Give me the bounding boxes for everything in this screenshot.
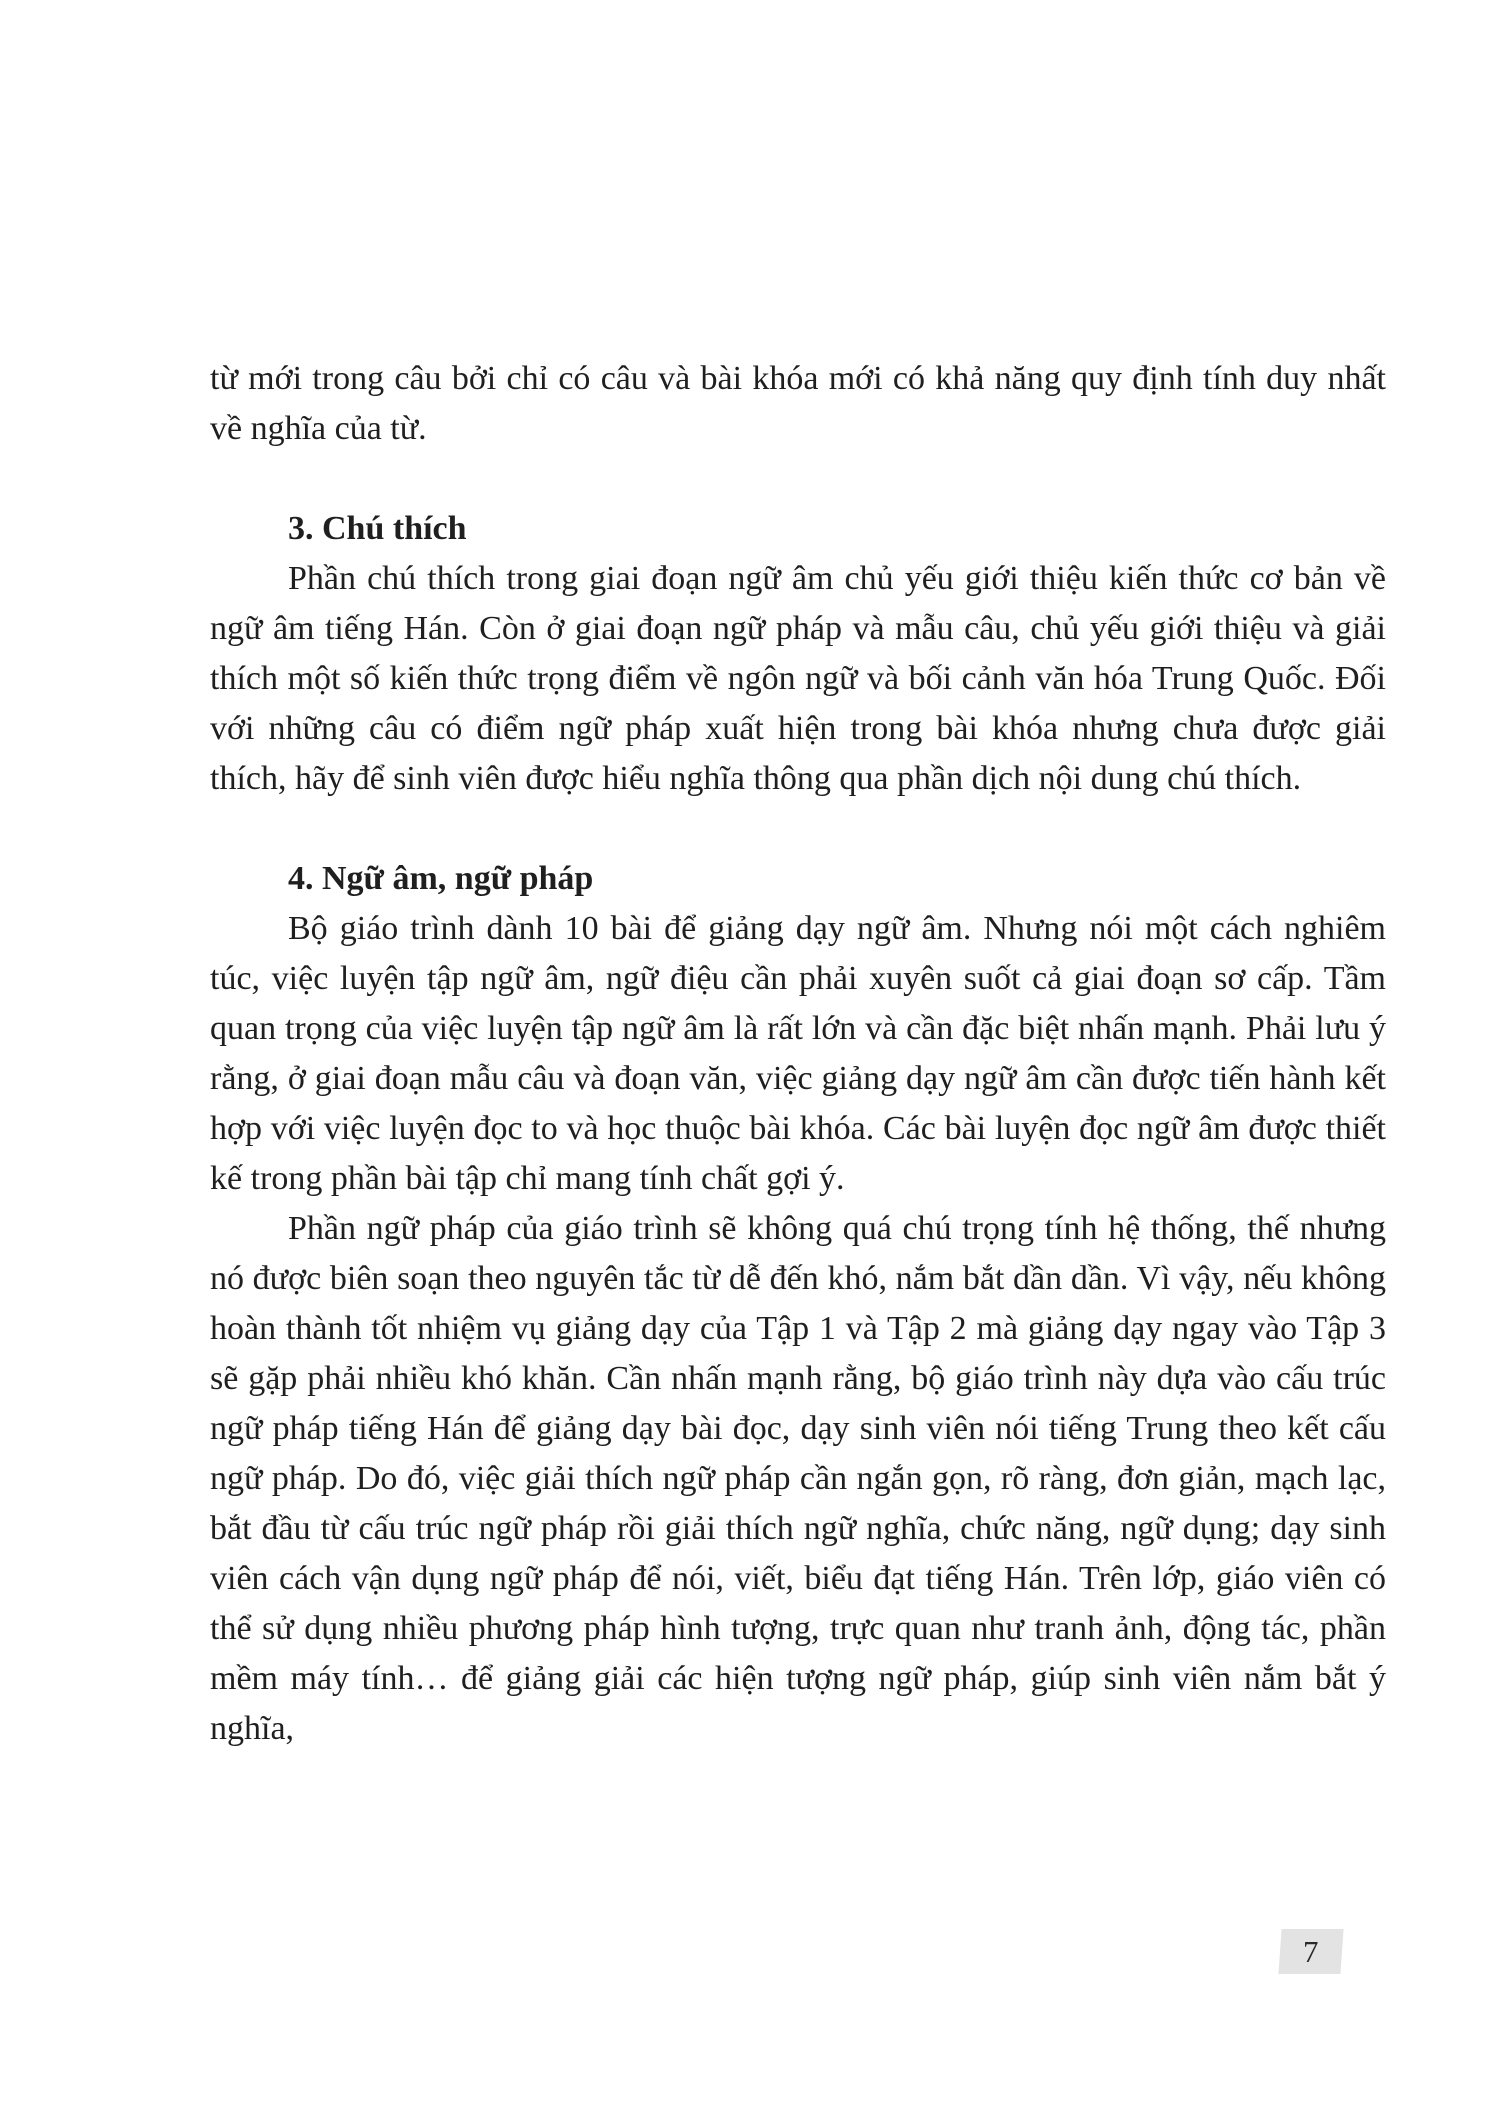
page-number-badge [1278, 1929, 1343, 1974]
section-4-heading: 4. Ngữ âm, ngữ pháp [288, 860, 594, 897]
intro-paragraph: từ mới trong câu bởi chỉ có câu và bài khóa mới có khả năng quy định tính duy nhất về nghĩa của từ. [210, 360, 1386, 447]
section-3-paragraph: Phần chú thích trong giai đoạn ngữ âm chủ yếu giới thiệu kiến thức cơ bản về ngữ âm tiếng Hán. Còn ở giai đoạn ngữ pháp và mẫu câu, chủ yếu giới thiệu và giải thích một số kiến thức trọng điểm về ngôn ngữ và bối cảnh văn hóa Trung Quốc. Đối với những câu có điểm ngữ pháp xuất hiện trong bài khóa nhưng chưa được giải thích, hãy để sinh viên được hiểu nghĩa thông qua phần dịch nội dung chú thích. [210, 560, 1386, 797]
text-block [210, 354, 1386, 1754]
section-3-heading: 3. Chú thích [288, 510, 467, 547]
page-number: 7 [1303, 1933, 1319, 1969]
section-4-paragraph-2: Phần ngữ pháp của giáo trình sẽ không quá chú trọng tính hệ thống, thế nhưng nó được biên soạn theo nguyên tắc từ dễ đến khó, nắm bắt dần dần. Vì vậy, nếu không hoàn thành tốt nhiệm vụ giảng dạy của Tập 1 và Tập 2 mà giảng dạy ngay vào Tập 3 sẽ gặp phải nhiều khó khăn. Cần nhấn mạnh rằng, bộ giáo trình này dựa vào cấu trúc ngữ pháp tiếng Hán để giảng dạy bài đọc, dạy sinh viên nói tiếng Trung theo kết cấu ngữ pháp. Do đó, việc giải thích ngữ pháp cần ngắn gọn, rõ ràng, đơn giản, mạch lạc, bắt đầu từ cấu trúc ngữ pháp rồi giải thích ngữ nghĩa, chức năng, ngữ dụng; dạy sinh viên cách vận dụng ngữ pháp để nói, viết, biểu đạt tiếng Hán. Trên lớp, giáo viên có thể sử dụng nhiều phương pháp hình tượng, trực quan như tranh ảnh, động tác, phần mềm máy tính… để giảng giải các hiện tượng ngữ pháp, giúp sinh viên nắm bắt ý nghĩa, [210, 1210, 1386, 1747]
section-4-paragraph-1: Bộ giáo trình dành 10 bài để giảng dạy ngữ âm. Nhưng nói một cách nghiêm túc, việc luyện tập ngữ âm, ngữ điệu cần phải xuyên suốt cả giai đoạn sơ cấp. Tầm quan trọng của việc luyện tập ngữ âm là rất lớn và cần đặc biệt nhấn mạnh. Phải lưu ý rằng, ở giai đoạn mẫu câu và đoạn văn, việc giảng dạy ngữ âm cần được tiến hành kết hợp với việc luyện đọc to và học thuộc bài khóa. Các bài luyện đọc ngữ âm được thiết kế trong phần bài tập chỉ mang tính chất gợi ý. [210, 910, 1386, 1197]
